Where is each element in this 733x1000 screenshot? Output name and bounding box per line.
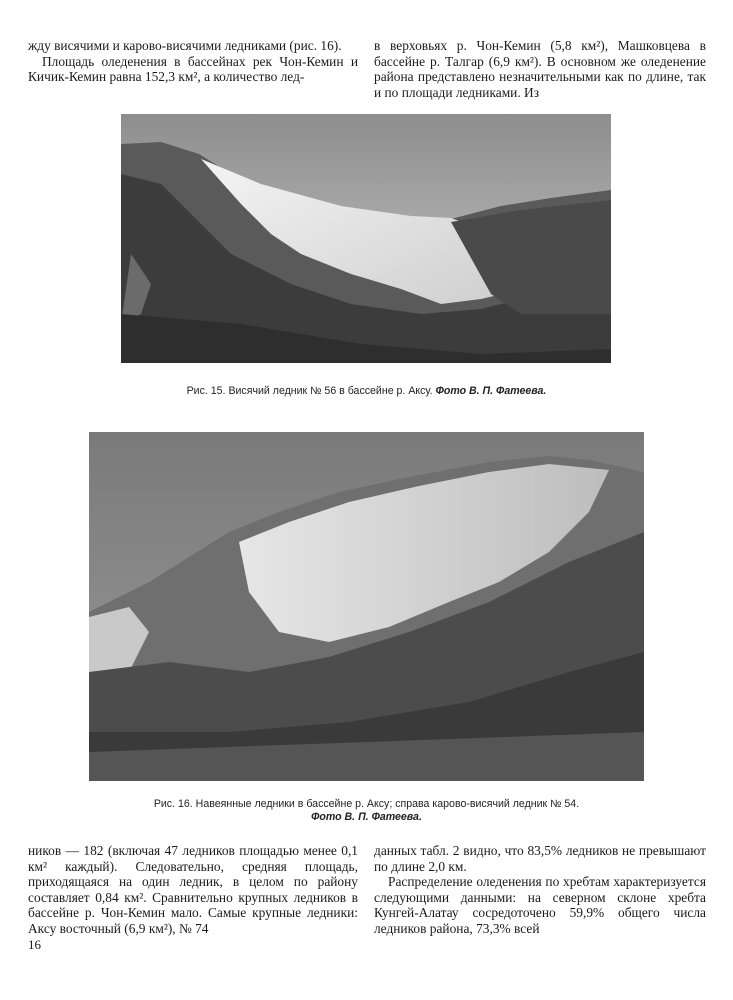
photo-credit: Фото В. П. Фатеева.: [311, 811, 422, 823]
glacier-photo-15: [121, 114, 611, 363]
top-right-column: [374, 38, 706, 100]
caption-text: Рис. 15. Висячий ледник № 56 в бассейне р. Аксу.: [186, 385, 433, 397]
caption-text: Рис. 16. Навеянные ледники в бассейне р. Аксу; справа карово-висячий ледник № 54.: [153, 798, 580, 810]
paragraph: в верховьях р. Чон-Кемин (5,8 км²), Машковцева в бассейне р. Талгар (6,9 км²). В основном же оледенение района представлено незначительными как по длине, так и по площади ледниками. Из: [374, 38, 706, 100]
figure-15-caption: [100, 385, 633, 398]
paragraph: Площадь оледенения в бассейнах рек Чон-Кемин и Кичик-Кемин равна 152,3 км², а количество лед-: [28, 53, 358, 85]
figure-16-caption: [60, 798, 673, 824]
bottom-right-column: [374, 843, 706, 937]
glacier-photo-16: [89, 432, 644, 781]
page-number: 16: [28, 937, 41, 952]
paragraph: данных табл. 2 видно, что 83,5% ледников не превышают по длине 2,0 км.: [374, 843, 706, 874]
paragraph: Распределение оледенения по хребтам характеризуется следующими данными: на северном склоне хребта Кунгей-Алатау сосредоточено 59,9% общего числа ледников района, 73,3% всей: [374, 874, 706, 936]
photo-credit: Фото В. П. Фатеева.: [435, 385, 547, 397]
top-left-column: [28, 38, 358, 85]
paragraph: ников — 182 (включая 47 ледников площадью менее 0,1 км² каждый). Следовательно, средняя площадь, приходящаяся на один ледник, в целом по району составляет 0,84 км². Сравнительно крупных ледников в бассейне р. Чон-Кемин мало. Самые крупные ледники: Аксу восточный (6,9 км²), № 74: [28, 843, 358, 936]
paragraph: жду висячими и карово-висячими ледниками (рис. 16).: [28, 38, 342, 53]
bottom-left-column: [28, 843, 358, 937]
